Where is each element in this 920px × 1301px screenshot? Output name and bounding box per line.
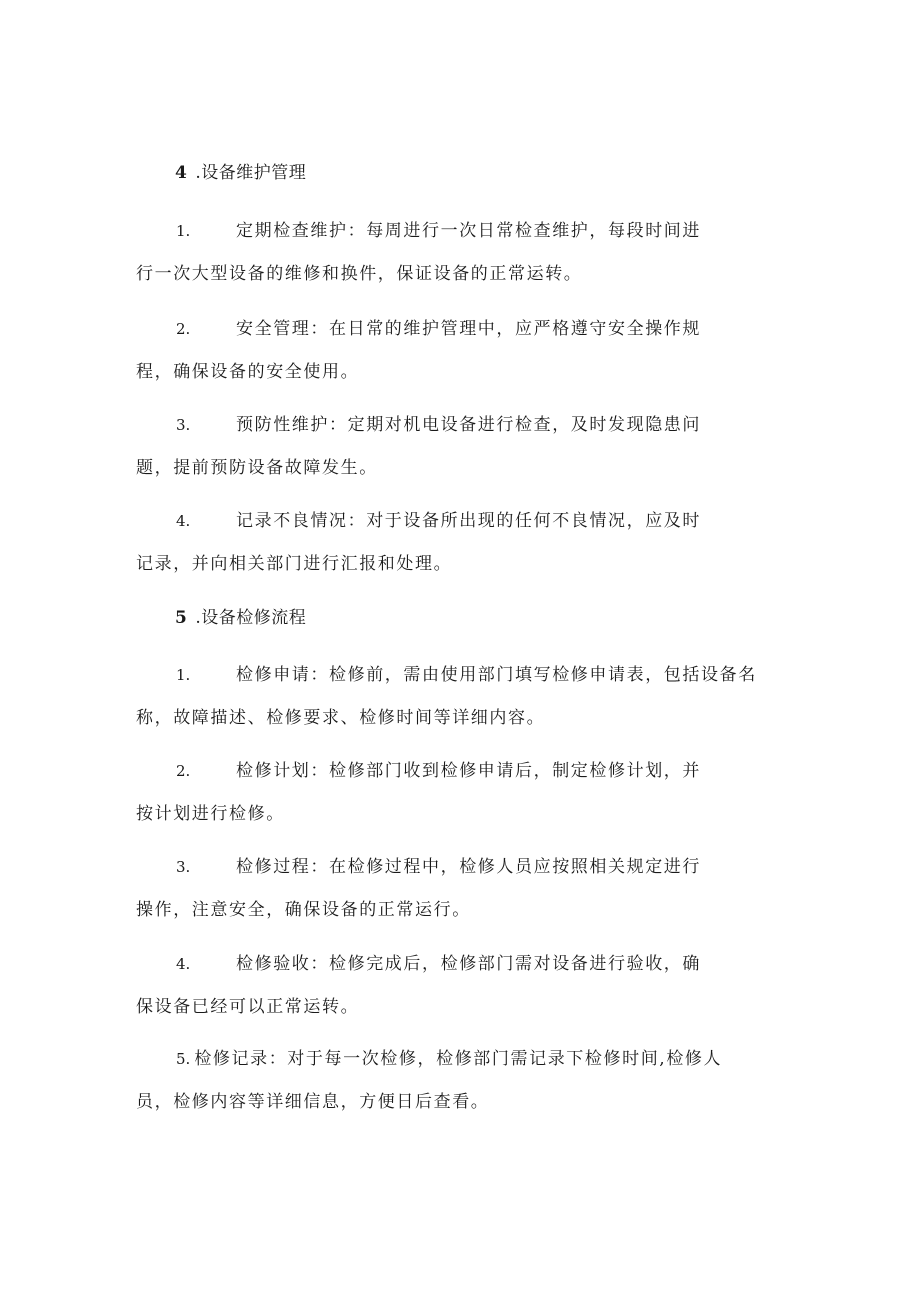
section-title: .设备检修流程 [195,608,307,628]
item-text-line2: 题，提前预防设备故障发生。 [136,458,378,478]
item-text-line2: 记录，并向相关部门进行汇报和处理。 [136,554,453,574]
section-number: 5 [175,608,188,628]
item-text-line1: 检修申请：检修前，需由使用部门填写检修申请表，包括设备名 [236,665,757,685]
list-item [136,210,796,296]
item-text-line1: 预防性维护：定期对机电设备进行检查，及时发现隐患问 [236,415,701,435]
item-text-line1: 检修记录：对于每一次检修，检修部门需记录下检修时间,检修人 [194,1049,723,1069]
item-text-line2: 行一次大型设备的维修和换件，保证设备的正常运转。 [136,264,583,284]
item-text-line1: 检修计划：检修部门收到检修申请后，制定检修计划，并 [236,761,701,781]
section-number: 4 [175,163,188,183]
item-number: 2. [176,762,191,780]
item-text-line1: 安全管理：在日常的维护管理中，应严格遵守安全操作规 [236,319,701,339]
list-item [136,654,796,740]
item-text-line2: 按计划进行检修。 [136,804,285,824]
section-heading-4 [175,162,306,184]
item-text-line2: 称，故障描述、检修要求、检修时间等详细内容。 [136,708,546,728]
item-text-line2: 保设备已经可以正常运转。 [136,997,360,1017]
item-number: 2. [176,320,191,338]
item-text-line2: 程，确保设备的安全使用。 [136,362,360,382]
item-number: 4. [176,955,191,973]
item-text-line1: 检修验收：检修完成后，检修部门需对设备进行验收，确 [236,954,701,974]
section-title: .设备维护管理 [195,163,307,183]
item-text-line1: 定期检查维护：每周进行一次日常检查维护，每段时间进 [236,221,701,241]
item-number: 4. [176,512,191,530]
list-item [136,943,796,1029]
list-item [136,750,796,836]
section-heading-5 [175,607,306,629]
item-number: 5. [176,1050,191,1068]
list-item [136,500,796,586]
item-number: 3. [176,858,191,876]
list-item [136,308,796,394]
item-number: 3. [176,416,191,434]
item-text-line1: 检修过程：在检修过程中，检修人员应按照相关规定进行 [236,857,701,877]
item-text-line2: 员，检修内容等详细信息，方便日后查看。 [136,1092,490,1112]
item-number: 1. [176,222,191,240]
item-text-line1: 记录不良情况：对于设备所出现的任何不良情况，应及时 [236,511,701,531]
list-item [136,1038,796,1124]
list-item [136,404,796,490]
item-text-line2: 操作，注意安全，确保设备的正常运行。 [136,900,471,920]
item-number: 1. [176,666,191,684]
list-item [136,846,796,932]
